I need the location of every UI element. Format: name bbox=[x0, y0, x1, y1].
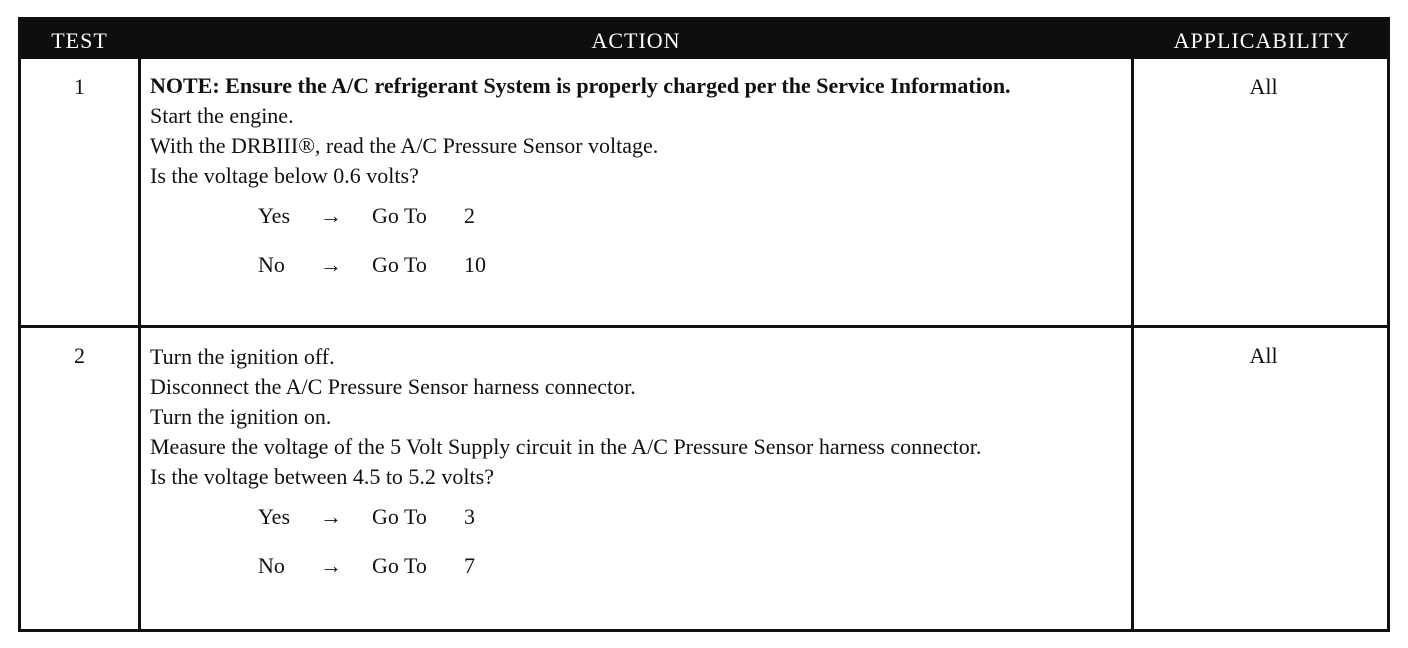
test-number: 1 bbox=[74, 74, 85, 99]
choice-answer: No bbox=[258, 252, 285, 277]
row-divider bbox=[21, 325, 1387, 328]
table-row bbox=[150, 71, 1126, 289]
applicability-value: All bbox=[1249, 343, 1278, 368]
table-header bbox=[21, 20, 1387, 59]
choice-yes bbox=[150, 191, 1126, 240]
step-text: Start the engine. bbox=[150, 103, 294, 128]
choice-yes bbox=[150, 492, 1126, 541]
arrow-right-icon: → bbox=[320, 203, 342, 228]
arrow-right-icon: → bbox=[320, 504, 342, 529]
choice-no bbox=[150, 240, 1126, 289]
choice-answer: No bbox=[258, 553, 285, 578]
choice-answer: Yes bbox=[258, 504, 291, 529]
goto-target: 2 bbox=[464, 203, 475, 228]
step-text: Measure the voltage of the 5 Volt Supply circuit in the A/C Pressure Sensor harness connector. bbox=[150, 434, 982, 459]
header-test: TEST bbox=[51, 28, 108, 53]
goto-label: Go To bbox=[372, 504, 427, 529]
step-text: Disconnect the A/C Pressure Sensor harness connector. bbox=[150, 374, 636, 399]
goto-label: Go To bbox=[372, 203, 427, 228]
choice-no bbox=[150, 541, 1126, 590]
goto-target: 3 bbox=[464, 504, 475, 529]
diagnostic-test-table bbox=[18, 17, 1390, 632]
header-applicability: APPLICABILITY bbox=[1173, 28, 1351, 53]
choice-answer: Yes bbox=[258, 203, 291, 228]
question-text: Is the voltage below 0.6 volts? bbox=[150, 163, 419, 188]
applicability-value: All bbox=[1249, 74, 1278, 99]
goto-label: Go To bbox=[372, 553, 427, 578]
column-divider-test bbox=[138, 59, 141, 629]
goto-target: 7 bbox=[464, 553, 475, 578]
header-action: ACTION bbox=[591, 28, 681, 53]
goto-label: Go To bbox=[372, 252, 427, 277]
goto-target: 10 bbox=[464, 252, 486, 277]
arrow-right-icon: → bbox=[320, 252, 342, 277]
test-number: 2 bbox=[74, 343, 85, 368]
step-text: With the DRBIII®, read the A/C Pressure Sensor voltage. bbox=[150, 133, 659, 158]
question-text: Is the voltage between 4.5 to 5.2 volts? bbox=[150, 464, 494, 489]
column-divider-applicability bbox=[1131, 59, 1134, 629]
step-text: Turn the ignition off. bbox=[150, 344, 335, 369]
table-row bbox=[150, 342, 1126, 590]
arrow-right-icon: → bbox=[320, 553, 342, 578]
note-text: NOTE: Ensure the A/C refrigerant System is properly charged per the Service Information. bbox=[150, 73, 1011, 98]
step-text: Turn the ignition on. bbox=[150, 404, 332, 429]
